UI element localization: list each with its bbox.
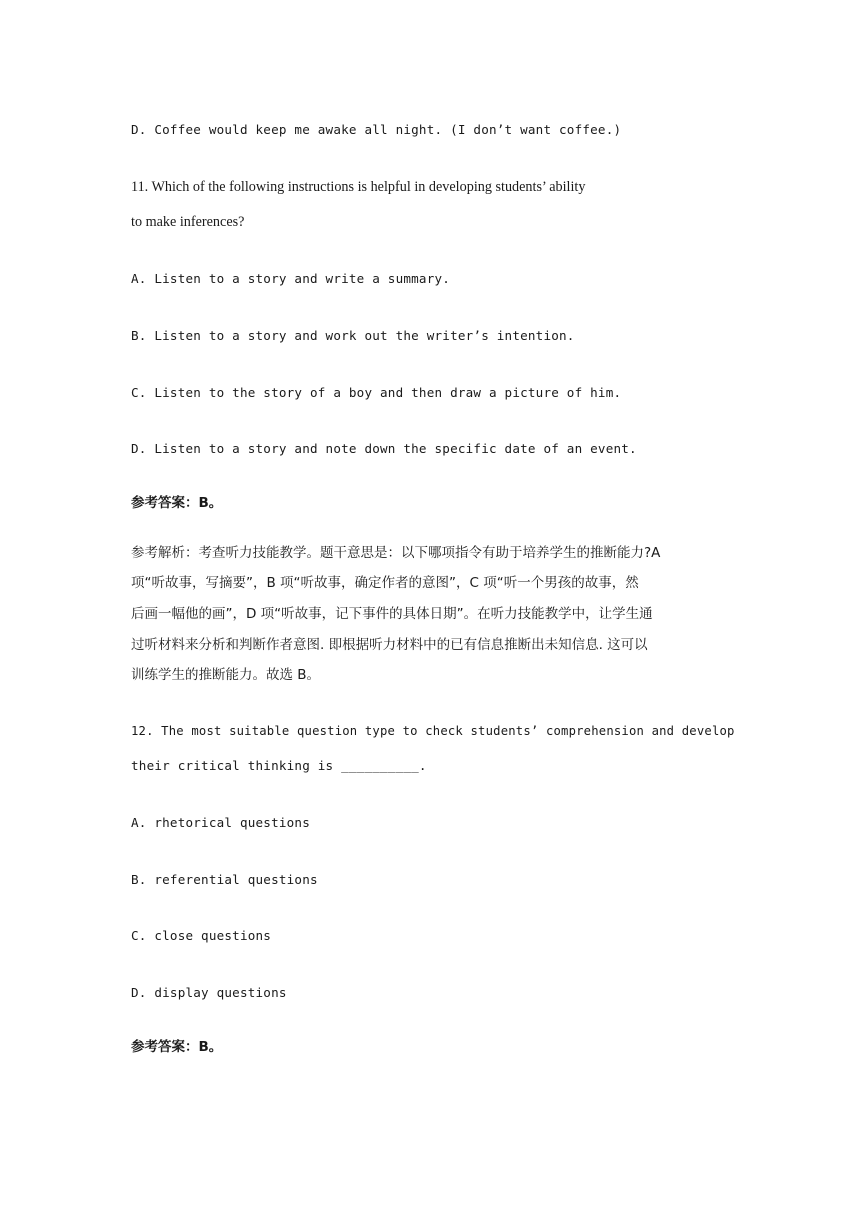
q12-answer: 参考答案：B。 [131, 1039, 223, 1055]
q12-option-b: B. referential questions [131, 872, 318, 887]
q11-stem-line-2: to make inferences? [131, 214, 245, 230]
q12-stem-line-2: their critical thinking is __________. [131, 758, 427, 773]
q11-analysis-line-1: 参考解析：考查听力技能教学。题干意思是：以下哪项指令有助于培养学生的推断能力?A [131, 545, 661, 561]
q10-option-d: D. Coffee would keep me awake all night. (I don’t want coffee.) [131, 122, 622, 137]
q11-analysis-line-2: 项“听故事，写摘要”，B 项“听故事，确定作者的意图”，C 项“听一个男孩的故事，然 [131, 575, 639, 591]
q12-option-c: C. close questions [131, 928, 272, 943]
q11-option-a: A. Listen to a story and write a summary. [131, 271, 451, 286]
q11-stem-line-1: 11. Which of the following instructions is helpful in developing students’ ability [131, 179, 586, 195]
q11-answer: 参考答案：B。 [131, 495, 223, 511]
q11-option-c: C. Listen to the story of a boy and then draw a picture of him. [131, 385, 622, 400]
q11-option-d: D. Listen to a story and note down the specific date of an event. [131, 441, 637, 456]
q11-option-b: B. Listen to a story and work out the writer’s intention. [131, 328, 575, 343]
q11-analysis-line-3: 后画一幅他的画”，D 项“听故事，记下事件的具体日期”。在听力技能教学中，让学生通 [131, 606, 653, 622]
q11-analysis-line-5: 训练学生的推断能力。故选 B。 [131, 667, 321, 683]
q11-analysis-line-4: 过听材料来分析和判断作者意图. 即根据听力材料中的已有信息推断出未知信息. 这可以 [131, 637, 648, 653]
q12-option-a: A. rhetorical questions [131, 815, 310, 830]
q12-stem-line-1: 12. The most suitable question type to check students’ comprehension and develop [131, 723, 735, 738]
q12-option-d: D. display questions [131, 985, 287, 1000]
